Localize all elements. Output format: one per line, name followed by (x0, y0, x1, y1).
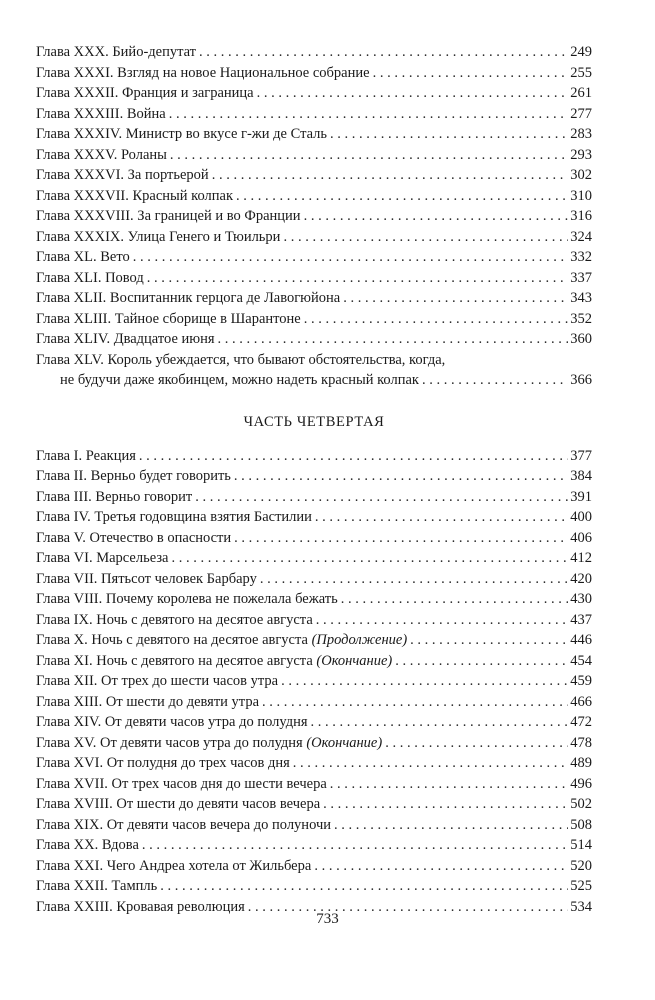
toc-entry-title (36, 329, 218, 350)
toc-entry-title (36, 692, 262, 713)
dot-leader (199, 42, 568, 63)
toc-page-number: 377 (570, 447, 592, 464)
toc-entry-title-text: Глава XX. Вдова (36, 837, 139, 853)
toc-entry (36, 528, 592, 549)
toc-entry-title (36, 507, 315, 528)
dot-leader (218, 329, 569, 350)
toc-entry-title-text: Глава XXXVI. За портьерой (36, 167, 209, 183)
toc-page-number: 261 (570, 85, 592, 101)
toc-page-number: 437 (570, 611, 592, 628)
toc-entry (36, 712, 592, 733)
toc-entry (36, 733, 592, 754)
toc-entry (36, 83, 592, 104)
toc-entry-title (36, 206, 304, 227)
toc-entry-title (36, 651, 395, 672)
toc-entry-title-italic: (Продолжение) (311, 632, 408, 648)
toc-page-number: 534 (570, 898, 592, 915)
toc-entry (36, 42, 592, 63)
page-number: 733 (316, 911, 339, 927)
dot-leader (142, 835, 568, 856)
dot-leader (410, 630, 568, 651)
toc-entry-title (36, 487, 195, 508)
toc-entry-title (36, 794, 323, 815)
dot-leader (330, 124, 568, 145)
toc-entry (36, 856, 592, 877)
toc-entry-title-text: Глава XL. Вето (36, 249, 130, 265)
toc-entry (36, 227, 592, 248)
toc-page-number: 478 (570, 734, 592, 751)
toc-entry-title-text: Глава XXXIX. Улица Генего и Тюильри (36, 228, 281, 245)
dot-leader (234, 528, 568, 549)
toc-page-number: 316 (570, 208, 592, 224)
toc-entry-title-text: Глава XLII. Воспитанник герцога де Лавогюйона (36, 290, 341, 306)
toc-entry-multiline (36, 350, 592, 371)
table-of-contents (36, 42, 592, 917)
toc-part-three-list (36, 42, 592, 350)
toc-entry-title (36, 309, 304, 330)
toc-page-number: 400 (570, 509, 592, 525)
toc-entry-title-text: Глава V. Отечество в опасности (36, 529, 232, 546)
toc-page-number: 391 (570, 488, 592, 505)
dot-leader (160, 876, 568, 897)
toc-page-number: 255 (570, 64, 592, 81)
toc-entry-title (36, 528, 234, 549)
toc-entry-title-italic: (Окончание) (306, 734, 383, 751)
toc-entry (36, 630, 592, 651)
dot-leader (373, 63, 569, 84)
toc-entry (36, 124, 592, 145)
toc-entry-title (36, 145, 170, 166)
toc-page-number: 496 (570, 775, 592, 792)
toc-entry-title-text: Глава IX. Ночь с девятого на десятое августа (36, 611, 313, 628)
toc-entry-title-text: Глава II. Верньо будет говорить (36, 468, 231, 484)
toc-page-number: 302 (570, 167, 592, 183)
toc-entry-title (36, 733, 385, 754)
toc-entry (36, 610, 592, 631)
dot-leader (236, 186, 568, 207)
dot-leader (330, 774, 568, 795)
toc-page-number: 489 (570, 755, 592, 771)
toc-page-number: 446 (570, 632, 592, 648)
toc-entry (36, 774, 592, 795)
toc-page-number: 508 (570, 816, 592, 833)
toc-page-number: 420 (570, 570, 592, 587)
dot-leader (341, 589, 569, 610)
toc-entry-title (36, 774, 330, 795)
toc-entry-title-text: Глава XII. От трех до шести часов утра (36, 673, 279, 689)
toc-entry (36, 466, 592, 487)
toc-entry-title (36, 876, 160, 897)
toc-entry-title-text: Глава XXXII. Франция и заграница (36, 85, 254, 101)
toc-entry (36, 794, 592, 815)
toc-entry-title-text: Глава XXXIII. Война (36, 105, 166, 122)
toc-entry-title (36, 630, 410, 651)
dot-leader (147, 268, 568, 289)
toc-entry (36, 876, 592, 897)
dot-leader (133, 247, 568, 268)
dot-leader (422, 370, 568, 391)
toc-entry (36, 487, 592, 508)
toc-entry-title-italic: (Окончание) (316, 652, 393, 669)
toc-page-number: 520 (570, 857, 592, 874)
dot-leader (395, 651, 568, 672)
toc-entry-title (36, 63, 373, 84)
toc-entry (36, 753, 592, 774)
dot-leader (212, 165, 569, 186)
toc-page-number: 283 (570, 126, 592, 142)
dot-leader (334, 815, 568, 836)
toc-page-number: 454 (570, 652, 592, 669)
toc-entry-title (36, 227, 283, 248)
toc-page-number: 360 (570, 331, 592, 347)
toc-page-number: 466 (570, 693, 592, 710)
toc-page-number: 525 (570, 878, 592, 894)
toc-entry-title (36, 610, 316, 631)
toc-entry-title-text: Глава I. Реакция (36, 447, 136, 464)
toc-entry-title-text: Глава XVIII. От шести до девяти часов вечера (36, 796, 321, 812)
toc-entry (36, 507, 592, 528)
toc-entry-title (36, 466, 234, 487)
toc-entry (36, 104, 592, 125)
dot-leader (257, 83, 569, 104)
toc-entry-title (36, 104, 169, 125)
toc-entry-title-continued: не будучи даже якобинцем, можно надеть красный колпак (60, 372, 419, 388)
toc-page-number: 249 (570, 44, 592, 60)
toc-entry-title-text: Глава XIX. От девяти часов вечера до полуночи (36, 816, 331, 833)
toc-entry (36, 835, 592, 856)
toc-entry-title-text: Глава X. Ночь с девятого на десятое августа (36, 632, 308, 648)
dot-leader (260, 569, 568, 590)
dot-leader (139, 446, 568, 467)
toc-page-number: 430 (570, 591, 592, 607)
toc-entry-title (36, 83, 257, 104)
toc-entry-title-text: Глава III. Верньо говорит (36, 488, 193, 505)
toc-page-number: 310 (570, 187, 592, 204)
toc-page-number: 332 (570, 249, 592, 265)
toc-entry-title-text: Глава XIV. От девяти часов утра до полудня (36, 714, 308, 730)
dot-leader (170, 145, 568, 166)
toc-entry (36, 569, 592, 590)
toc-entry-title (36, 753, 293, 774)
toc-page-number: 514 (570, 837, 592, 853)
dot-leader (314, 856, 568, 877)
dot-leader (315, 507, 568, 528)
dot-leader (281, 671, 568, 692)
toc-entry-title-text: Глава XLIV. Двадцатое июня (36, 331, 215, 347)
toc-page-number: 502 (570, 796, 592, 812)
toc-entry (36, 446, 592, 467)
toc-entry-title-text: Глава XV. От девяти часов утра до полудня (36, 734, 303, 751)
dot-leader (311, 712, 569, 733)
toc-entry (36, 815, 592, 836)
toc-entry-title-text: Глава XVI. От полудня до трех часов дня (36, 755, 290, 771)
toc-entry-title (36, 671, 281, 692)
toc-page-number: 337 (570, 269, 592, 286)
toc-entry-title-text: Глава XLIII. Тайное сборище в Шарантоне (36, 310, 301, 327)
toc-entry-title (36, 186, 236, 207)
toc-entry (36, 309, 592, 330)
toc-entry (36, 145, 592, 166)
dot-leader (385, 733, 568, 754)
toc-page-number: 366 (570, 372, 592, 388)
toc-entry-title-text: Глава IV. Третья годовщина взятия Бастилии (36, 509, 312, 525)
toc-entry-title-text: Глава XXXIV. Министр во вкусе г-жи де Сталь (36, 126, 328, 142)
toc-entry-continuation (36, 370, 592, 391)
toc-entry-title-text: Глава XXX. Бийо-депутат (36, 44, 197, 60)
dot-leader (293, 753, 568, 774)
dot-leader (283, 227, 568, 248)
toc-entry-title-text: Глава XI. Ночь с девятого на десятое августа (36, 652, 313, 669)
toc-entry (36, 651, 592, 672)
toc-entry-title (36, 247, 133, 268)
dot-leader (171, 548, 568, 569)
toc-entry-title (36, 288, 343, 309)
toc-entry (36, 288, 592, 309)
toc-entry-title (36, 589, 341, 610)
toc-part-four-list (36, 446, 592, 918)
toc-entry-title-text: Глава XXXI. Взгляд на новое Национальное собрание (36, 64, 370, 81)
toc-entry-title-text: Глава VI. Марсельеза (36, 550, 169, 566)
toc-page-number: 352 (570, 310, 592, 327)
dot-leader (195, 487, 568, 508)
toc-entry (36, 186, 592, 207)
dot-leader (316, 610, 568, 631)
toc-entry-title-text: Глава XXIII. Кровавая революция (36, 898, 245, 915)
toc-entry (36, 165, 592, 186)
toc-entry-title-text: Глава VII. Пятьсот человек Барбару (36, 570, 257, 587)
dot-leader (169, 104, 569, 125)
toc-entry (36, 692, 592, 713)
dot-leader (234, 466, 568, 487)
dot-leader (343, 288, 568, 309)
toc-entry (36, 671, 592, 692)
toc-entry-title-text: Глава XXXVII. Красный колпак (36, 187, 233, 204)
dot-leader (262, 692, 568, 713)
toc-page-number: 277 (570, 105, 592, 122)
toc-page-number: 384 (570, 468, 592, 484)
toc-entry-title-text: Глава XXXV. Роланы (36, 146, 167, 163)
toc-entry (36, 329, 592, 350)
toc-entry-title (36, 124, 330, 145)
toc-entry-title (36, 712, 311, 733)
toc-entry-title (36, 835, 142, 856)
dot-leader (323, 794, 568, 815)
dot-leader (304, 309, 569, 330)
toc-entry-title (36, 165, 212, 186)
toc-entry-title-text: Глава VIII. Почему королева не пожелала бежать (36, 591, 338, 607)
toc-entry-title (36, 548, 171, 569)
toc-entry-title (36, 569, 260, 590)
section-heading: ЧАСТЬ ЧЕТВЕРТАЯ (243, 413, 385, 430)
dot-leader (304, 206, 569, 227)
toc-entry-title (36, 42, 199, 63)
toc-page-number: 324 (570, 228, 592, 245)
toc-entry (36, 589, 592, 610)
toc-page-number: 293 (570, 146, 592, 163)
toc-entry-title (36, 268, 147, 289)
toc-entry-title: Глава XLV. Король убеждается, что бывают обстоятельства, когда, (36, 351, 446, 368)
toc-page-number: 472 (570, 714, 592, 730)
toc-entry-title-text: Глава XXII. Тампль (36, 878, 158, 894)
toc-page-number: 406 (570, 529, 592, 546)
toc-entry (36, 268, 592, 289)
toc-entry (36, 63, 592, 84)
toc-entry (36, 247, 592, 268)
toc-page-number: 412 (570, 550, 592, 566)
toc-entry-title-text: Глава XVII. От трех часов дня до шести вечера (36, 775, 327, 792)
toc-page-number: 459 (570, 673, 592, 689)
toc-entry-title-text: Глава XXXVIII. За границей и во Франции (36, 208, 301, 224)
toc-entry-title-text: Глава XIII. От шести до девяти утра (36, 693, 260, 710)
toc-entry (36, 548, 592, 569)
toc-entry (36, 206, 592, 227)
toc-entry-title (36, 815, 334, 836)
toc-entry-title (36, 856, 314, 877)
toc-entry-title-text: Глава XXI. Чего Андреа хотела от Жильбера (36, 857, 312, 874)
toc-entry-title-text: Глава XLI. Повод (36, 269, 144, 286)
toc-entry-title (36, 446, 139, 467)
toc-page-number: 343 (570, 290, 592, 306)
